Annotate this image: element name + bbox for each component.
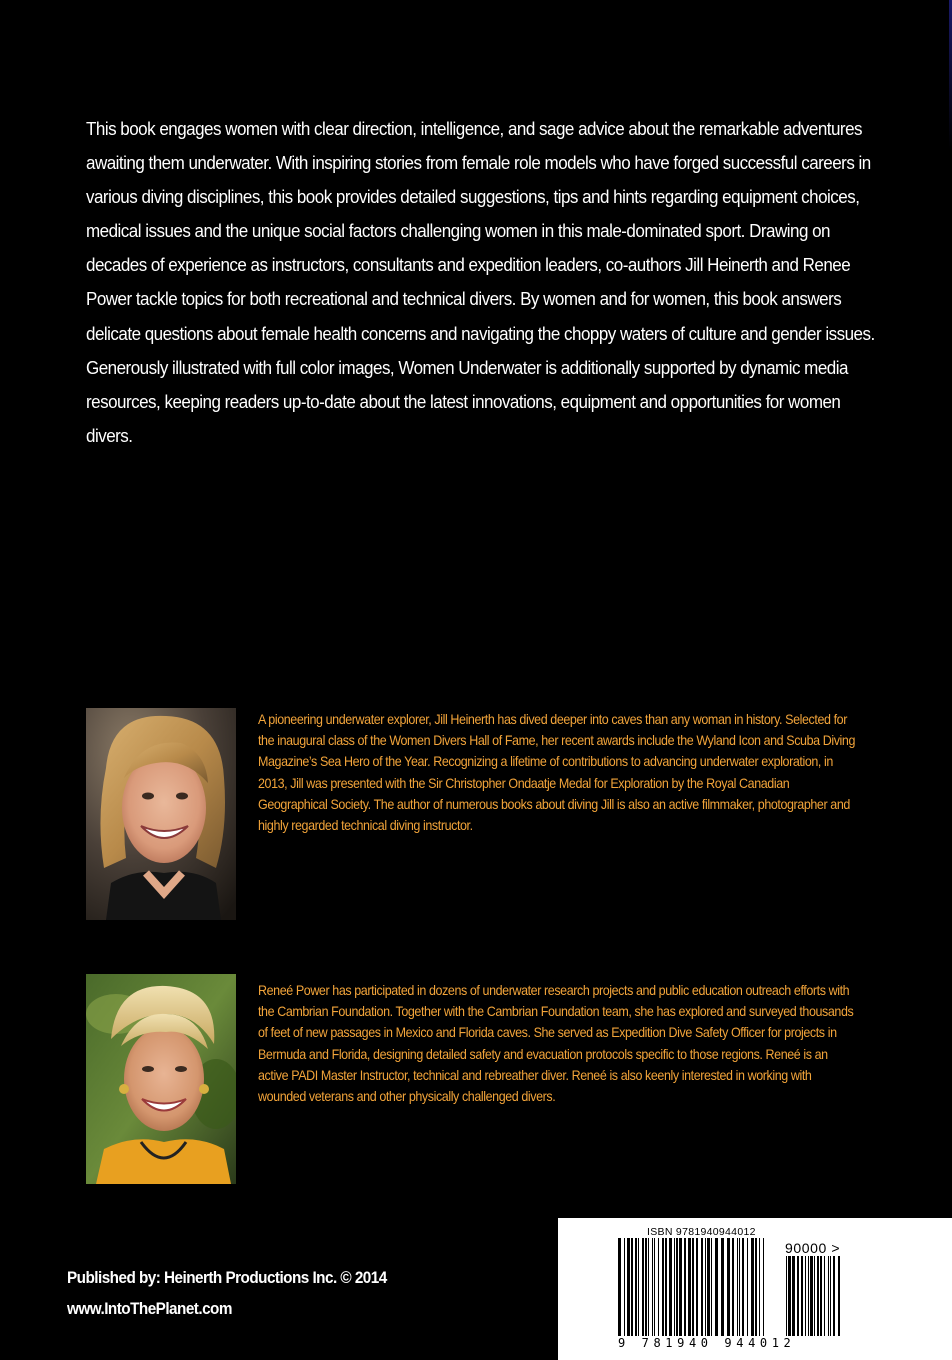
author-bio-renee-power: Reneé Power has participated in dozens of underwater research projects and public education outreach efforts with the Cambrian Foundation. Together with the Cambrian Foundation team, she has explored and surveyed thousands of feet of new passages in Mexico and Florida caves. She served as Expedition Dive Safety Officer for projects in Bermuda and Florida, designing detailed safety and evacuation protocols specific to those regions. Reneé is an active PADI Master Instructor, technical and rebreather diver. Reneé is also keenly interested in working with wounded veterans and other physically challenged divers. — [258, 983, 854, 1105]
barcode-bar — [830, 1256, 831, 1336]
isbn-barcode — [558, 1218, 952, 1360]
barcode-bar — [739, 1238, 740, 1336]
barcode-bar — [805, 1256, 806, 1336]
barcode-bar — [808, 1256, 809, 1336]
barcode-bar — [662, 1238, 664, 1336]
barcode-bar — [642, 1238, 644, 1336]
barcode-digits: 9 781940 944012 — [618, 1336, 796, 1350]
author-photo-renee-power — [86, 974, 236, 1184]
barcode-bar — [665, 1238, 667, 1336]
barcode-bar — [742, 1238, 744, 1336]
barcode-bar — [737, 1238, 738, 1336]
barcode-bar — [684, 1238, 686, 1336]
barcode-bar — [679, 1238, 682, 1336]
barcode-bar — [810, 1256, 813, 1336]
barcode-bar — [747, 1238, 748, 1336]
barcode-bar — [707, 1238, 710, 1336]
barcode-bar — [696, 1238, 698, 1336]
barcode-bar — [658, 1238, 659, 1336]
barcode-bar — [797, 1256, 799, 1336]
isbn-label: ISBN 9781940944012 — [647, 1226, 756, 1238]
barcode-bar — [732, 1238, 734, 1336]
barcode-bar — [631, 1238, 633, 1336]
barcode-bar — [828, 1256, 829, 1336]
barcode-bar — [705, 1238, 706, 1336]
barcode-bar — [788, 1256, 791, 1336]
barcode-bar — [654, 1238, 655, 1336]
barcode-bar — [792, 1256, 795, 1336]
barcode-bar — [701, 1238, 703, 1336]
barcode-bar — [786, 1256, 787, 1336]
barcode-bar — [648, 1238, 649, 1336]
barcode-bar — [751, 1238, 754, 1336]
barcode-bar — [759, 1238, 760, 1336]
barcode-bar — [638, 1238, 639, 1336]
barcode-bar — [688, 1238, 691, 1336]
barcode-bar — [624, 1238, 625, 1336]
barcode-bar — [711, 1238, 712, 1336]
barcode-bar — [833, 1256, 835, 1336]
barcode-bar — [692, 1238, 694, 1336]
publisher-credit: Published by: Heinerth Productions Inc. © 2014 — [67, 1268, 387, 1287]
barcode-bar — [618, 1238, 621, 1336]
barcode-bar — [676, 1238, 678, 1336]
barcode-bar — [715, 1238, 718, 1336]
barcode-bar — [674, 1238, 675, 1336]
barcode-bar — [820, 1256, 822, 1336]
publisher-website-link[interactable]: www.IntoThePlanet.com — [67, 1299, 232, 1318]
author-bio-jill-heinerth: A pioneering underwater explorer, Jill Heinerth has dived deeper into caves than any woman in history. Selected for the inaugural class of the Women Divers Hall of Fame, her recent awards include the Wyland Icon and Scuba Diving Magazine’s Sea Hero of the Year. Recognizing a lifetime of contributions to advancing underwater exploration, in 2013, Jill was presented with the Sir Christopher Ondaatje Medal for Exploration by the Royal Canadian Geographical Society. The author of numerous books about diving Jill is also an active filmmaker, photographer and highly regarded technical diving instructor. — [258, 712, 855, 834]
barcode-bar — [669, 1238, 672, 1336]
price-code-label: 90000 > — [785, 1240, 841, 1256]
barcode-bar — [763, 1238, 764, 1336]
barcode-bar — [838, 1256, 840, 1336]
barcode-bar — [627, 1238, 630, 1336]
barcode-bar — [801, 1256, 803, 1336]
barcode-bar — [652, 1238, 653, 1336]
author-photo-jill-heinerth — [86, 708, 236, 920]
barcode-bar — [814, 1256, 815, 1336]
barcode-bar — [817, 1256, 819, 1336]
barcode-bar — [721, 1238, 724, 1336]
barcode-bar — [635, 1238, 637, 1336]
book-description: This book engages women with clear direction, intelligence, and sage advice about the remarkable adventures awaiting them underwater. With inspiring stories from female role models who have forged successful careers in various diving disciplines, this book provides detailed suggestions, tips and hints regarding equipment choices, medical issues and the unique social factors challenging women in this male-dominated sport. Drawing on decades of experience as instructors, consultants and expedition leaders, co-authors Jill Heinerth and Renee Power tackle topics for both recreational and technical divers. By women and for women, this book answers delicate questions about female health concerns and navigating the choppy waters of culture and gender issues. Generously illustrated with full color images, Women Underwater is additionally supported by dynamic media resources, keeping readers up-to-date about the latest innovations, equipment and opportunities for women divers. — [86, 118, 875, 446]
barcode-bar — [645, 1238, 647, 1336]
barcode-bar — [727, 1238, 730, 1336]
barcode-bar — [755, 1238, 757, 1336]
barcode-bar — [824, 1256, 825, 1336]
